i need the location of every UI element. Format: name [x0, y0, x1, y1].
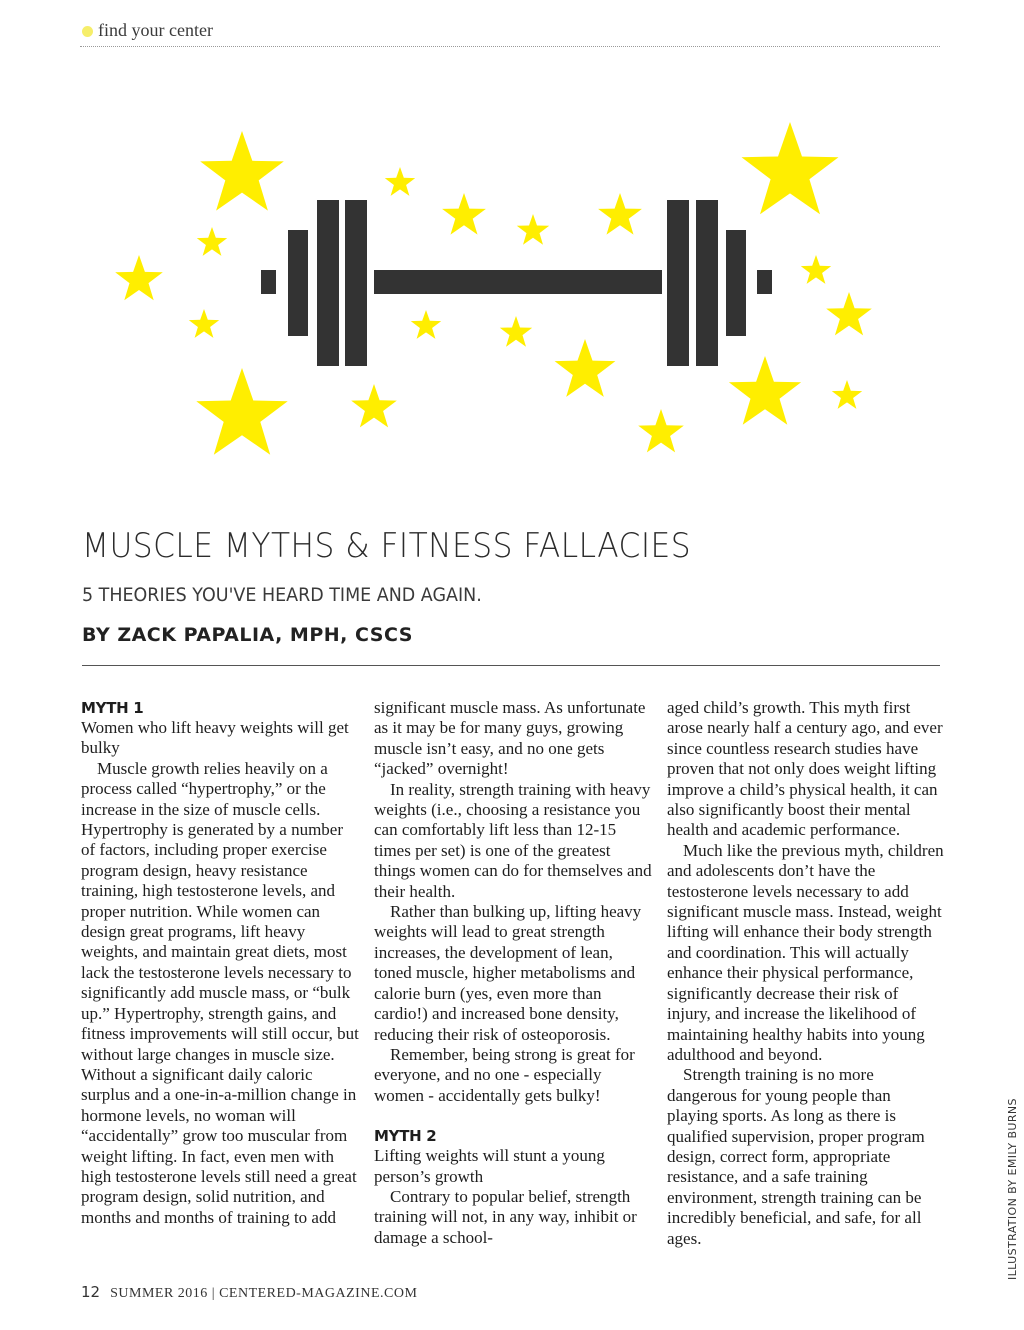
barbell-icon: [261, 200, 772, 366]
section-dot-icon: [82, 26, 93, 37]
star-icon: [826, 292, 872, 335]
paragraph: aged child’s growth. This myth first arose nearly half a century ago, and ever since countless research studies have proven that not only does weight lifting improve a child’s physical health, it can also significantly boost their mental health and academic performance.: [667, 698, 943, 840]
star-icon: [742, 122, 839, 214]
star-icon: [115, 255, 163, 300]
paragraph: Contrary to popular belief, strength training will not, in any way, inhibit or damage a school-: [374, 1186, 637, 1247]
star-icon: [189, 309, 219, 338]
paragraph: Rather than bulking up, lifting heavy weights will lead to great strength increases, the development of lean, toned muscle, higher metabolisms and calorie burn (yes, even more than cardio!) and increased bone density, reducing their risk of osteoporosis.: [374, 902, 642, 1044]
myth-2-statement: Lifting weights will stunt a young person’s growth: [374, 1146, 605, 1186]
paragraph: Much like the previous myth, children and adolescents don’t have the testosterone levels necessary to add significant muscle mass. Instead, weight lifting will enhance their body strength and coordination. This will actually enhance their physical performance, significantly decrease their risk of injury, and increase the likelihood of maintaining healthy habits into young adulthood and beyond.: [667, 840, 944, 1064]
star-icon: [197, 227, 227, 256]
issue-info: SUMMER 2016 | CENTERED-MAGAZINE.COM: [110, 1286, 418, 1301]
page-number: 12: [81, 1283, 101, 1301]
star-icon: [500, 316, 532, 347]
divider: [82, 665, 940, 666]
paragraph: Strength training is no more dangerous for young people than playing sports. As long as there is qualified supervision, proper program design, correct form, appropriate resistance, and a safe training environment, strength training can be incredibly beneficial, and safe, for all ages.: [667, 1065, 925, 1248]
byline: BY ZACK PAPALIA, MPH, CSCS: [82, 624, 413, 646]
star-icon: [801, 255, 831, 284]
star-icon: [411, 310, 441, 339]
paragraph: In reality, strength training with heavy weights (i.e., choosing a resistance you can comfortably lift less than 12-15 times per set) is one of the greatest things women can do for themselves and their health.: [374, 779, 652, 901]
section-label: find your center: [98, 20, 213, 40]
paragraph: significant muscle mass. As unfortunate as it may be for many guys, growing muscle isn’t easy, and no one gets “jacked” overnight!: [374, 698, 646, 779]
star-icon: [442, 193, 486, 235]
column-3: [667, 698, 945, 1249]
paragraph: Remember, being strong is great for everyone, and no one - especially women - accidentally gets bulky!: [374, 1044, 635, 1105]
star-icon: [351, 384, 397, 427]
article-title: MUSCLE MYTHS & FITNESS FALLACIES: [82, 526, 692, 566]
barbell-illustration: [0, 60, 1024, 500]
myth-2-heading: MYTH 2: [374, 1127, 437, 1146]
article-subtitle: 5 THEORIES YOU'VE HEARD TIME AND AGAIN.: [82, 584, 482, 606]
star-icon: [555, 339, 616, 397]
star-icon: [598, 193, 642, 235]
illustration-credit: ILLUSTRATION BY EMILY BURNS: [1006, 1098, 1019, 1280]
paragraph: Muscle growth relies heavily on a process called “hypertrophy,” or the increase in the size of muscle cells. Hypertrophy is generated by a number of factors, including proper exercise program design, heavy resistance training, high testosterone levels, and proper nutrition. While women can design great programs, lift heavy weights, and maintain great diets, most lack the testosterone levels necessary to significantly add muscle mass, or “bulk up.” Hypertrophy, strength gains, and fitness improvements will still occur, but without large changes in muscle size. Without a significant daily caloric surplus and a one-in-a-million change in hormone levels, no woman will “accidentally” grow too muscular from weight lifting. In fact, even men with high testosterone levels still need a great program design, solid nutrition, and months and months of training to add: [81, 758, 359, 1227]
column-2: [374, 698, 652, 1248]
page-footer: [81, 1283, 417, 1302]
section-header: [80, 18, 940, 47]
column-1: [81, 698, 359, 1228]
star-icon: [517, 214, 549, 245]
star-icon: [832, 380, 862, 409]
star-icon: [200, 131, 284, 211]
myth-1-statement: Women who lift heavy weights will get bulky: [81, 718, 349, 758]
star-icon: [196, 368, 287, 455]
star-icon: [385, 167, 415, 196]
myth-1-heading: MYTH 1: [81, 699, 144, 717]
star-icon: [729, 356, 801, 425]
star-icon: [638, 409, 684, 452]
